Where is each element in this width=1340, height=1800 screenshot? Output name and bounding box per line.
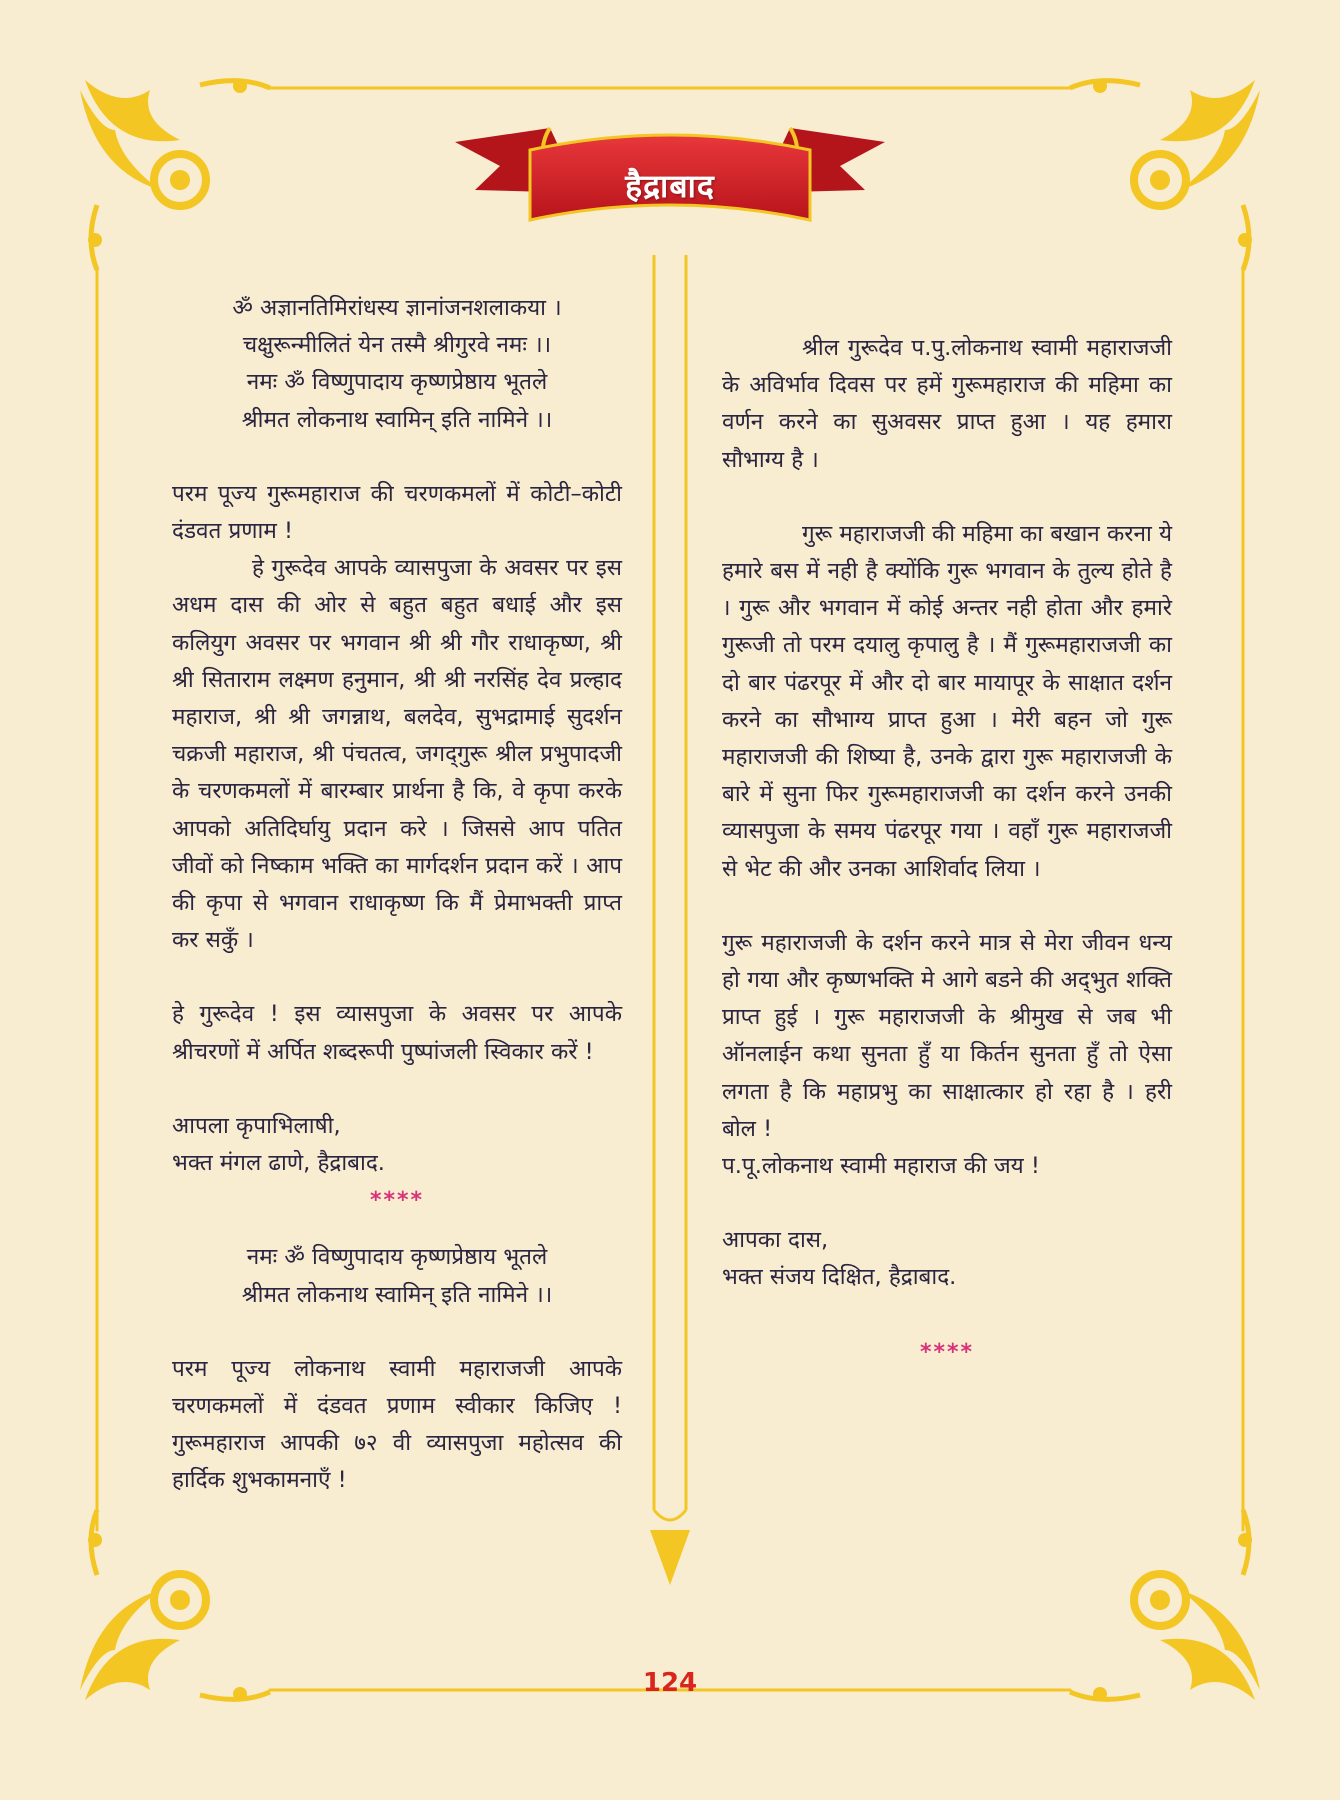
verse-line: ॐ अज्ञानतिमिरांधस्य ज्ञानांजनशलाकया । bbox=[232, 295, 562, 321]
verse-line: नमः ॐ विष्णुपादाय कृष्णप्रेष्ठाय भूतले bbox=[246, 369, 548, 396]
signature-line: आपला कृपाभिलाषी, bbox=[172, 1112, 341, 1139]
corner-ornament-bottom-right bbox=[1070, 1510, 1260, 1701]
verse-line: चक्षुरून्मीलितं येन तस्मै श्रीगुरवे नमः ।। bbox=[242, 332, 552, 359]
paragraph: परम पूज्य गुरूमहाराज की चरणकमलों में कोटी–कोटी दंडवत प्रणाम ! bbox=[172, 480, 622, 545]
paragraph: श्रील गुरूदेव प.पु.लोकनाथ स्वामी महाराजजी के अविर्भाव दिवस पर हमें गुरूमहाराज की महिमा का वर्णन करने का सुअवसर प्राप्त हुआ । यह हमारा सौभाग्य है । bbox=[722, 335, 1172, 473]
verse-line: नमः ॐ विष्णुपादाय कृष्णप्रेष्ठाय भूतले bbox=[246, 1244, 548, 1271]
paragraph: परम पूज्य लोकनाथ स्वामी महाराजजी आपके चरणकमलों में दंडवत प्रणाम स्वीकार किजिए ! गुरूमहाराज आपकी ७२ वी व्यासपुजा महोत्सव की हार्दिक शुभकामनाएँ ! bbox=[172, 1355, 622, 1494]
page-number: 124 bbox=[642, 1668, 698, 1698]
paragraph: हे गुरूदेव ! इस व्यासपुजा के अवसर पर आपके श्रीचरणों में अर्पित शब्दरूपी पुष्पांजली स्विकार करें ! bbox=[172, 1001, 622, 1065]
corner-ornament-bottom-left bbox=[80, 1510, 270, 1701]
left-column bbox=[172, 290, 622, 1500]
verse-line: श्रीमत लोकनाथ स्वामिन् इति नामिने ।। bbox=[241, 1281, 553, 1308]
signature-name: भक्त मंगल ढाणे, हैद्राबाद. bbox=[172, 1150, 385, 1177]
paragraph: प.पू.लोकनाथ स्वामी महाराज की जय ! bbox=[722, 1153, 1040, 1180]
signature-line: आपका दास, bbox=[722, 1227, 829, 1254]
column-divider bbox=[650, 255, 690, 1585]
right-column bbox=[722, 330, 1172, 1371]
section-separator: **** bbox=[369, 1188, 425, 1214]
section-separator: **** bbox=[919, 1339, 975, 1365]
paragraph: गुरू महाराजजी की महिमा का बखान करना ये हमारे बस में नही है क्योंकि गुरू भगवान के तुल्य होते है । गुरू और भगवान में कोई अन्तर नही होता और हमारे गुरूजी तो परम दयालु कृपालु है । मैं गुरूमहाराजजी का दो बार पंढरपूर में और दो बार मायापूर के साक्षात दर्शन करने का सौभाग्य प्राप्त हुआ । मेरी बहन जो गुरू महाराजजी की शिष्या है, उनके द्वारा गुरू महाराजजी के बारे में सुना फिर गुरूमहाराजजी का दर्शन करने उनकी व्यासपुजा के समय पंढरपूर गया । वहाँ गुरू महाराजजी से भेट की और उनका आशिर्वाद लिया । bbox=[722, 520, 1172, 882]
verse-line: श्रीमत लोकनाथ स्वामिन् इति नामिने ।। bbox=[241, 406, 553, 433]
paragraph: गुरू महाराजजी के दर्शन करने मात्र से मेरा जीवन धन्य हो गया और कृष्णभक्ति मे आगे बडने की अद्‌भुत शक्ति प्राप्त हुई । गुरू महाराजजी के श्रीमुख से जब भी ऑनलाईन कथा सुनता हुँ या किर्तन सुनता हुँ तो ऐसा लगता है कि महाप्रभु का साक्षात्कार हो रहा है । हरी बोल ! bbox=[722, 929, 1172, 1142]
signature-name: भक्त संजय दिक्षित, हैद्राबाद. bbox=[722, 1264, 957, 1291]
corner-ornament-top-left bbox=[80, 79, 270, 270]
page-title: हैद्राबाद bbox=[625, 167, 715, 205]
paragraph: हे गुरूदेव आपके व्यासपुजा के अवसर पर इस अधम दास की ओर से बहुत बहुत बधाई और इस कलियुग अवसर पर भगवान श्री श्री गौर राधाकृष्ण, श्री श्री सिताराम लक्ष्मण हनुमान, श्री श्री नरसिंह देव प्रल्हाद महाराज, श्री श्री जगन्नाथ, बलदेव, सुभद्रामाई सुदर्शन चक्रजी महाराज, श्री पंचतत्व, जगद्‌गुरू श्रील प्रभुपादजी के चरणकमलों में बारम्बार प्रार्थना है कि, वे कृपा करके आपको अतिदिर्घायु प्रदान करे । जिससे आप पतित जीवों को निष्काम भक्ति का मार्गदर्शन प्रदान करें । आप की कृपा से भगवान राधाकृष्ण कि मैं प्रेमाभक्ती प्राप्त कर सकुँ । bbox=[172, 555, 622, 954]
corner-ornament-top-right bbox=[1070, 79, 1260, 270]
